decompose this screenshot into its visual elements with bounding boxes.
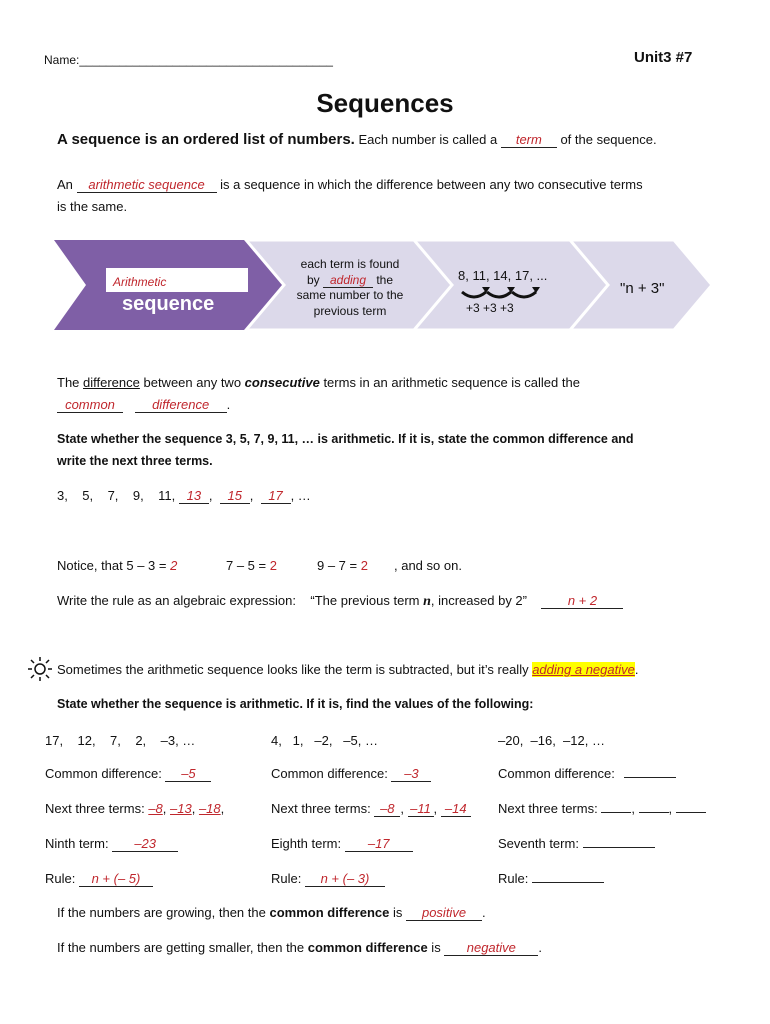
note-highlight-adding-negative: adding a negative [532, 662, 635, 677]
col2-next-3: –14 [441, 802, 471, 817]
notice-answer-3: 2 [360, 558, 368, 573]
col3-next-terms: Next three terms: , , [498, 801, 706, 816]
col3-nth-term [498, 836, 655, 851]
answer-next-term-1: 13 [179, 489, 209, 504]
chevron-box2-text [276, 257, 424, 319]
col3-next-label: Next three terms: [498, 801, 602, 816]
answer-arithmetic-sequence: arithmetic sequence [77, 178, 217, 193]
conclusion-smaller: If the numbers are getting smaller, then the common difference is negative . [57, 940, 542, 955]
period: . [226, 397, 231, 412]
notice-end: , and so on. [394, 558, 462, 573]
answer-rule-n-plus-2: n + 2 [541, 594, 623, 609]
col2-rule [271, 871, 385, 887]
chevron-box4-rule: "n + 3" [620, 280, 665, 297]
col1-next-terms: Next three terms: –8, –13, –18, [45, 801, 225, 816]
col3-next-1[interactable] [601, 812, 631, 813]
col1-rule-answer: n + (– 5) [79, 872, 153, 887]
intro-line [57, 131, 657, 148]
an-word: An [57, 177, 77, 192]
notice-answer-2: 2 [269, 558, 277, 573]
smaller-bold: common difference [307, 940, 428, 955]
growing-text-a: If the numbers are growing, then the [57, 905, 270, 920]
col2-nth-answer: –17 [345, 837, 413, 852]
difference-word: difference [83, 375, 140, 390]
notice-answer-1: 2 [170, 558, 178, 573]
diff-def-a: The [57, 375, 84, 390]
answer-term: term [501, 133, 557, 148]
intro-bold-lead: A sequence is an ordered list of numbers. [57, 131, 355, 148]
col2-sequence: 4, 1, –2, –5, … [271, 733, 378, 748]
example1-instruction-line2: write the next three terms. [57, 454, 213, 468]
notice-label [57, 558, 177, 573]
diff-def-b: between any two [139, 375, 245, 390]
col2-common-difference [271, 766, 431, 782]
col2-rule-label: Rule: [271, 871, 305, 886]
notice-part2 [226, 558, 277, 573]
col3-next-2[interactable] [639, 812, 669, 813]
col3-rule-answer[interactable] [532, 882, 604, 883]
col3-nth-answer[interactable] [583, 847, 655, 848]
col2-nth-term [271, 836, 413, 852]
box2-line4: previous term [313, 303, 387, 318]
note-text-after: . [634, 662, 639, 677]
col1-cd-label: Common difference: [45, 766, 166, 781]
growing-bold: common difference [269, 905, 390, 920]
col2-next-label: Next three terms: [271, 801, 375, 816]
col1-sequence: 17, 12, 7, 2, –3, … [45, 733, 196, 748]
col1-nth-term [45, 836, 178, 852]
col3-common-difference [498, 766, 676, 781]
notice-mid2: 9 – 7 = [317, 558, 361, 573]
col3-sequence: –20, –16, –12, … [498, 733, 605, 748]
col2-cd-label: Common difference: [271, 766, 392, 781]
col1-rule-label: Rule: [45, 871, 79, 886]
diff-def-c: terms in an arithmetic sequence is called the [319, 375, 580, 390]
rule-prompt [57, 593, 623, 610]
box2-line3: same number to the [296, 288, 404, 302]
col1-next-label: Next three terms: [45, 801, 149, 816]
col1-next-1: –8 [148, 801, 163, 816]
rule-prompt-end: , increased by 2” [430, 593, 527, 608]
example2-instruction: State whether the sequence is arithmetic. If it is, find the values of the following: [57, 697, 534, 711]
col2-next-1: –8 [374, 802, 400, 817]
unit-label: Unit3 #7 [634, 49, 693, 66]
col1-next-3: –18 [198, 801, 221, 816]
col2-nth-label: Eighth term: [271, 836, 345, 851]
intro-text-after: of the sequence. [556, 132, 657, 147]
chevron-box3-numbers: 8, 11, 14, 17, ... [458, 268, 548, 283]
rule-prompt-text: Write the rule as an algebraic expression: “The previous term [57, 593, 424, 608]
conclusion-growing: If the numbers are growing, then the common difference is positive . [57, 905, 486, 920]
intro-text-before: Each number is called a [354, 132, 501, 147]
answer-positive: positive [406, 906, 482, 921]
difference-def-line1 [57, 375, 580, 390]
growing-text-b: is [389, 905, 407, 920]
notice-text: Notice, that 5 – 3 = [57, 558, 171, 573]
chevron-sequence-label: sequence [122, 293, 215, 315]
example1-sequence: 3, 5, 7, 9, 11, 13 , 15 , 17 , … [57, 488, 311, 503]
answer-adding: adding [323, 274, 373, 288]
col1-common-difference [45, 766, 211, 782]
note-line [57, 662, 638, 677]
col1-rule [45, 871, 153, 887]
difference-def-line2 [57, 397, 230, 413]
col1-nth-label: Ninth term: [45, 836, 113, 851]
answer-next-term-3: 17 [261, 489, 291, 504]
col1-next-2: –13 [170, 801, 192, 816]
chevron-arithmetic-label: Arithmetic [113, 275, 167, 289]
example1-instruction-line1: State whether the sequence 3, 5, 7, 9, 11, … is arithmetic. If it is, state the common difference and [57, 432, 634, 446]
answer-negative: negative [444, 941, 538, 956]
chevron-box3-plus: +3 +3 +3 [466, 301, 514, 315]
col2-rule-answer: n + (– 3) [305, 872, 385, 887]
col2-next-2: –11 [408, 802, 434, 817]
notice-mid1: 7 – 5 = [226, 558, 270, 573]
answer-next-term-2: 15 [220, 489, 250, 504]
col3-cd-answer[interactable] [624, 777, 676, 778]
col2-cd-answer: –3 [391, 767, 431, 782]
note-text-before: Sometimes the arithmetic sequence looks like the term is subtracted, but it’s really [57, 662, 533, 677]
example1-ellipsis: , … [290, 488, 311, 503]
col3-next-3[interactable] [676, 812, 706, 813]
box2-line1: each term is found [300, 257, 400, 271]
rule-n: n [423, 594, 431, 609]
box2-line2 [276, 273, 424, 289]
smaller-text-b: is [427, 940, 445, 955]
page-title: Sequences [316, 88, 454, 118]
notice-part3 [317, 558, 368, 573]
box2-the: the [373, 272, 394, 287]
sun-icon [28, 657, 52, 681]
col3-rule [498, 871, 604, 886]
answer-difference: difference [135, 398, 227, 413]
box2-by: by [306, 272, 323, 287]
col1-nth-answer: –23 [112, 837, 178, 852]
answer-common: common [57, 398, 123, 413]
arith-def-line2: is the same. [57, 199, 128, 214]
col3-cd-label: Common difference: [498, 766, 619, 781]
consecutive-word: consecutive [244, 375, 320, 390]
smaller-text-a: If the numbers are getting smaller, then the [57, 940, 308, 955]
col2-next-terms: Next three terms: –8 , –11 , –14 [271, 801, 471, 817]
arith-def-text: is a sequence in which the difference between any two consecutive terms [216, 177, 643, 192]
col3-nth-label: Seventh term: [498, 836, 583, 851]
col3-rule-label: Rule: [498, 871, 532, 886]
arith-def-line1 [57, 177, 643, 193]
example1-given: 3, 5, 7, 9, 11, [57, 488, 179, 503]
col1-cd-answer: –5 [165, 767, 211, 782]
name-field-label: Name:______________________________________ [44, 53, 333, 67]
